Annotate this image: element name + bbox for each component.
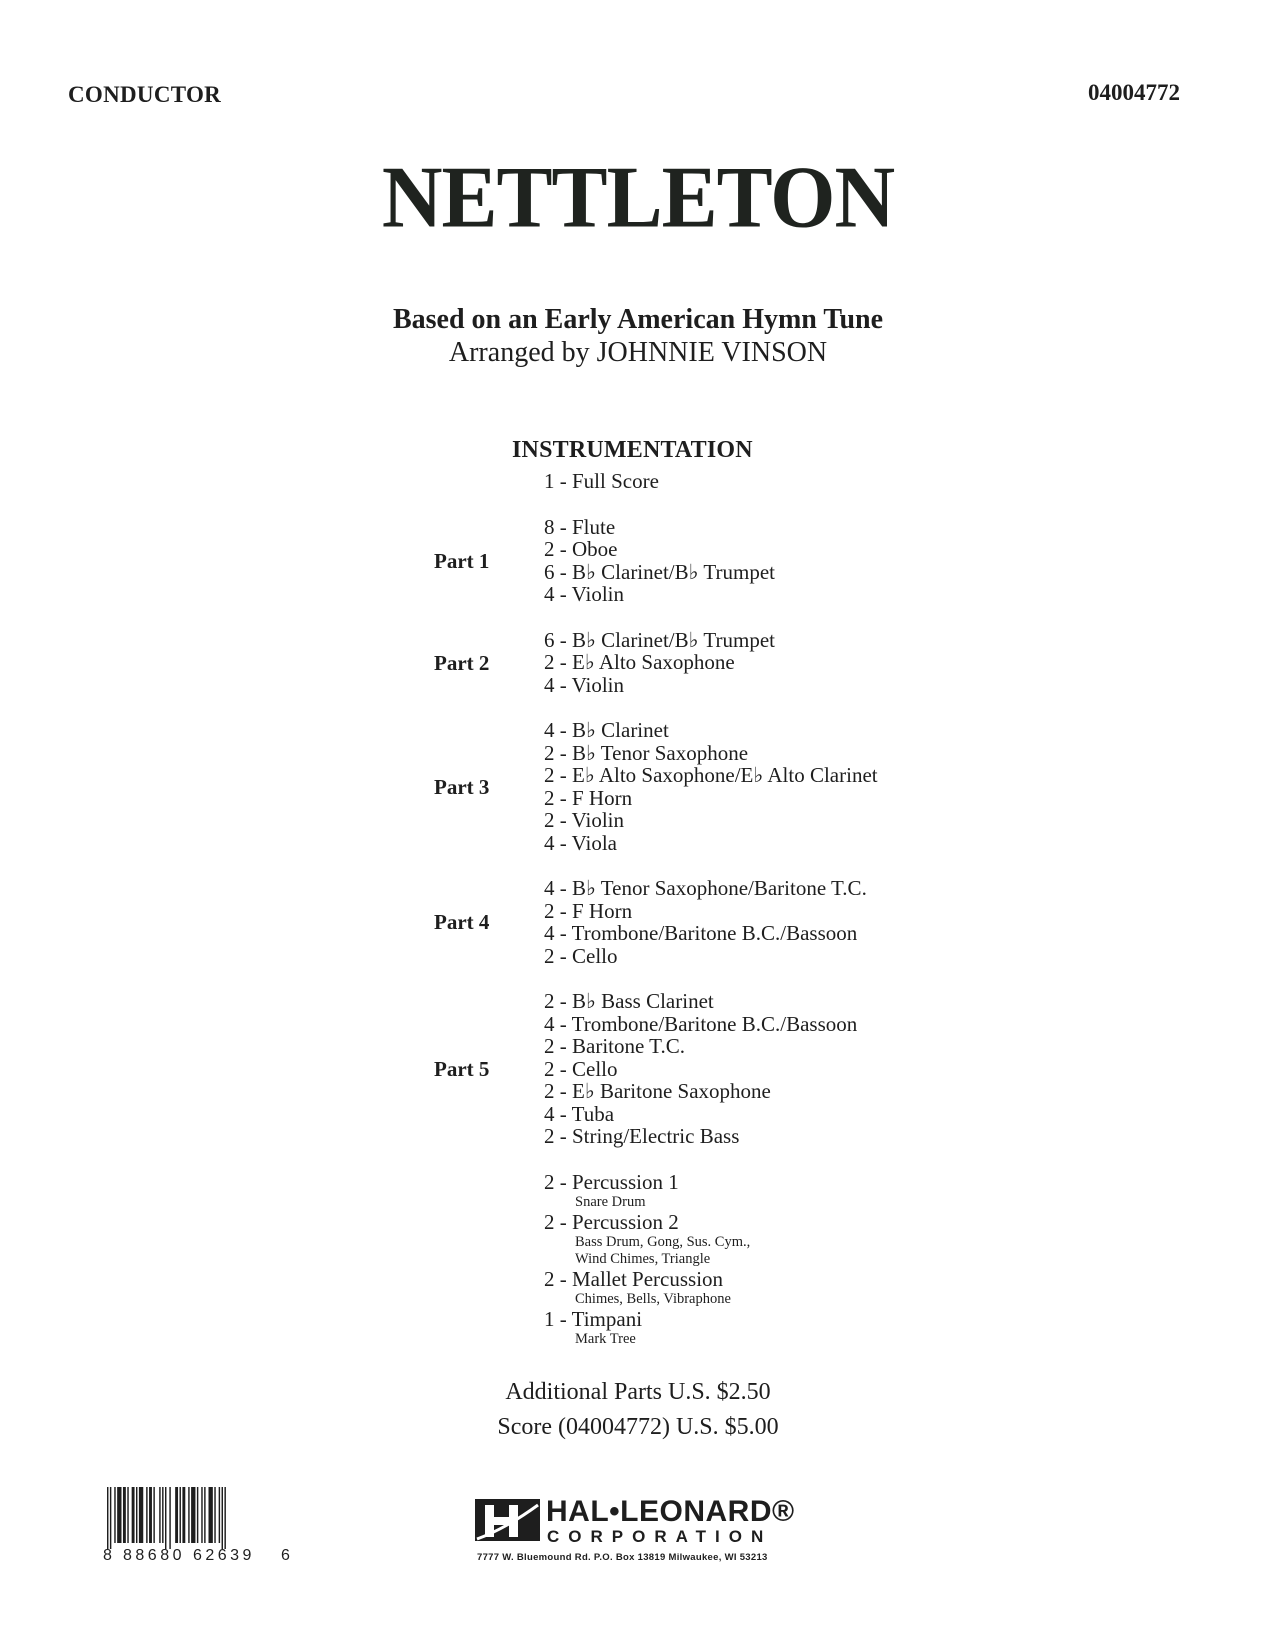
barcode-bar: [114, 1487, 115, 1543]
subtitle: Based on an Early American Hymn Tune: [392, 304, 884, 335]
instrument-group-score: [544, 470, 1044, 493]
barcode-bar: [165, 1487, 166, 1549]
barcode-bar: [219, 1487, 220, 1543]
conductor-label: CONDUCTOR: [68, 82, 222, 107]
instrument-item: 2 - Baritone T.C.: [544, 1034, 685, 1058]
barcode-bar: [149, 1487, 152, 1543]
instrument-item: 6 - B♭ Clarinet/B♭ Trumpet: [544, 627, 775, 652]
instrument-item: 2 - F Horn: [544, 898, 633, 923]
barcode-bar: [188, 1487, 189, 1543]
barcode-bar: [139, 1487, 143, 1543]
instrumentation-list: [434, 469, 1044, 1371]
part-label: Part 5: [434, 1057, 490, 1081]
barcode-check-digit: 6: [281, 1547, 290, 1564]
score-price: Score (04004772) U.S. $5.00: [497, 1414, 779, 1440]
arranger-credit: Arranged by JOHNNIE VINSON: [448, 337, 828, 368]
barcode-bar: [197, 1487, 198, 1543]
instrument-item: 4 - Trombone/Baritone B.C./Bassoon: [544, 921, 858, 945]
barcode-bar: [224, 1487, 225, 1549]
instrument-item: 8 - Flute: [544, 514, 616, 539]
catalog-number: 04004772: [1088, 80, 1180, 105]
instrument-group-part-3: [434, 718, 1044, 855]
barcode-bar: [162, 1487, 163, 1543]
barcode-bar: [214, 1487, 215, 1543]
instrument-item: 2 - Percussion 1: [544, 1169, 679, 1194]
barcode: [103, 1487, 291, 1567]
publisher-name: HAL•LEONARD®: [546, 1495, 795, 1528]
instrument-item: 2 - Cello: [544, 943, 618, 968]
publisher-corporation: CORPORATION: [547, 1527, 773, 1546]
instrument-item: 1 - Timpani: [544, 1306, 643, 1331]
instrument-item: 4 - Viola: [544, 830, 618, 855]
part-label: Part 2: [434, 650, 490, 675]
instrument-group-percussion: [544, 1171, 1044, 1348]
instrument-detail: Mark Tree: [575, 1330, 636, 1347]
instrument-item: 2 - E♭ Alto Saxophone/E♭ Alto Clarinet: [544, 763, 878, 787]
instrument-item: 2 - Oboe: [544, 537, 618, 561]
instrument-item: 2 - B♭ Tenor Saxophone: [544, 740, 749, 765]
barcode-bar: [136, 1487, 137, 1543]
barcode-bar: [127, 1487, 128, 1543]
part-label: Part 1: [434, 548, 490, 573]
barcode-bar: [146, 1487, 147, 1543]
instrument-item: 1 - Full Score: [544, 469, 659, 493]
barcode-bar: [222, 1487, 223, 1549]
page-title: NETTLETON: [381, 148, 895, 247]
instrument-item: 2 - Violin: [544, 808, 625, 832]
hal-leonard-h-icon: [475, 1499, 540, 1541]
instrument-detail: Bass Drum, Gong, Sus. Cym., Wind Chimes, Triangle: [575, 1233, 751, 1267]
instrument-item: 2 - Percussion 2: [544, 1209, 679, 1234]
instrument-item: 2 - Mallet Percussion: [544, 1266, 724, 1291]
instrument-item: 2 - String/Electric Bass: [544, 1124, 740, 1148]
barcode-bar: [159, 1487, 160, 1543]
part-label: Part 3: [434, 775, 490, 799]
publisher-logo: [475, 1495, 855, 1575]
instrument-item: 6 - B♭ Clarinet/B♭ Trumpet: [544, 559, 775, 584]
barcode-bar: [204, 1487, 205, 1543]
barcode-bars: [103, 1487, 278, 1549]
instrument-item: 4 - B♭ Tenor Saxophone/Baritone T.C.: [544, 876, 867, 900]
instrument-detail: Snare Drum: [575, 1193, 646, 1210]
additional-parts-price: Additional Parts U.S. $2.50: [505, 1379, 771, 1405]
instrument-item: 4 - B♭ Clarinet: [544, 718, 669, 742]
barcode-bar: [209, 1487, 213, 1543]
barcode-bar: [107, 1487, 108, 1549]
barcode-bar: [201, 1487, 202, 1543]
barcode-bar: [110, 1487, 111, 1549]
instrument-item: 4 - Tuba: [544, 1101, 615, 1126]
instrument-group-part-2: [434, 627, 1044, 697]
barcode-bar: [191, 1487, 195, 1543]
barcode-digits: 88680 62639: [123, 1547, 255, 1564]
instrument-item: 2 - F Horn: [544, 785, 633, 810]
instrument-detail: Chimes, Bells, Vibraphone: [575, 1290, 731, 1307]
instrument-item: 4 - Violin: [544, 672, 625, 697]
barcode-lead-digit: 8: [103, 1547, 112, 1564]
barcode-bar: [180, 1487, 181, 1543]
part-label: Part 4: [434, 910, 490, 934]
instrument-item: 4 - Violin: [544, 582, 625, 606]
barcode-bar: [175, 1487, 178, 1543]
instrument-item: 2 - E♭ Baritone Saxophone: [544, 1079, 771, 1103]
instrument-group-part-4: [434, 876, 1044, 968]
instrument-item: 4 - Trombone/Baritone B.C./Bassoon: [544, 1011, 858, 1036]
publisher-address: 7777 W. Bluemound Rd. P.O. Box 13819 Milwaukee, WI 53213: [477, 1552, 768, 1563]
instrument-group-part-5: [434, 989, 1044, 1148]
instrument-item: 2 - E♭ Alto Saxophone: [544, 650, 735, 674]
barcode-bar: [153, 1487, 154, 1543]
barcode-bar: [182, 1487, 185, 1543]
instrumentation-heading: INSTRUMENTATION: [512, 437, 753, 463]
barcode-bar: [169, 1487, 170, 1549]
barcode-bar: [123, 1487, 126, 1543]
barcode-bar: [117, 1487, 121, 1543]
instrument-item: 2 - Cello: [544, 1056, 618, 1081]
barcode-bar: [132, 1487, 135, 1543]
instrument-group-part-1: [434, 514, 1044, 606]
instrument-item: 2 - B♭ Bass Clarinet: [544, 989, 714, 1013]
